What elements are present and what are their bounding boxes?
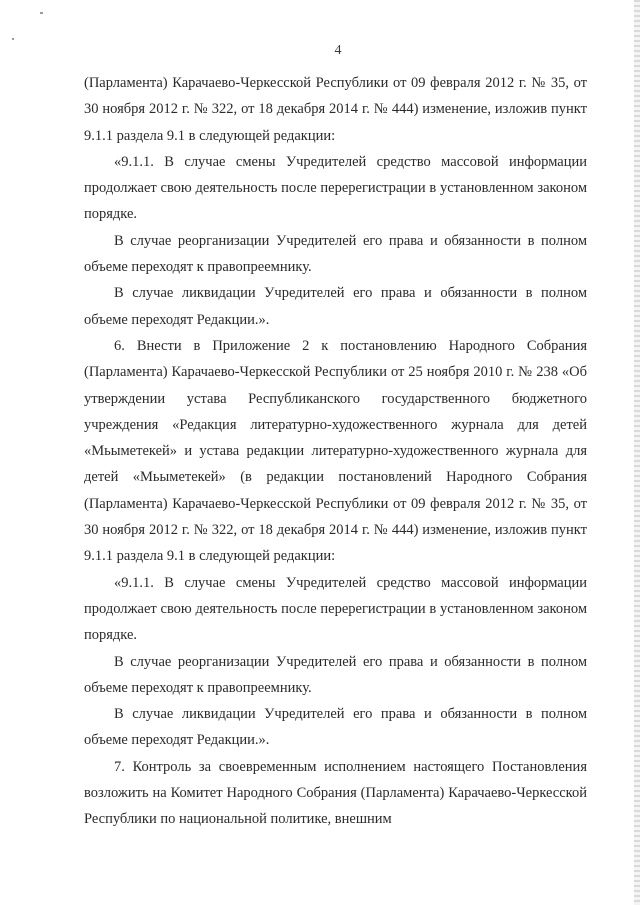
paragraph-quote-9-1-1-second: «9.1.1. В случае смены Учредителей средство массовой информации продолжает свою деятельность после перерегистрации в установленном законом порядке.: [84, 574, 587, 644]
scan-speck: [12, 38, 14, 40]
paragraph-liquidation: В случае ликвидации Учредителей его права и обязанности в полном объеме переходят Редакции.».: [84, 285, 587, 328]
scan-edge: [634, 0, 640, 905]
document-body: [84, 70, 587, 833]
paragraph-item-6: 6. Внести в Приложение 2 к постановлению Народного Собрания (Парламента) Карачаево-Черкесской Республики от 25 ноября 2010 г. № 238 «Об утверждении устава Республиканского государственного бюджетного учреждения «Редакция литературно-художественного журнала для детей «Мьыметекей» и устава редакции литературно-художественного журнала для детей «Мьыметекей» (в редакции постановлений Народного Собрания (Парламента) Карачаево-Черкесской Республики от 09 февраля 2012 г. № 35, от 30 ноября 2012 г. № 322, от 18 декабря 2014 г. № 444) изменение, изложив пункт 9.1.1 раздела 9.1 в следующей редакции:: [84, 337, 587, 565]
page-number: 4: [334, 43, 342, 58]
paragraph-item-7: 7. Контроль за своевременным исполнением настоящего Постановления возложить на Комитет Народного Собрания (Парламента) Карачаево-Черкесской Республики по национальной политике, внешним: [84, 758, 587, 828]
scan-speck: [40, 12, 43, 14]
paragraph-liquidation-second: В случае ликвидации Учредителей его права и обязанности в полном объеме переходят Редакции.».: [84, 706, 587, 749]
paragraph-reorganization-second: В случае реорганизации Учредителей его права и обязанности в полном объеме переходят к правопреемнику.: [84, 653, 587, 696]
paragraph-continuation: (Парламента) Карачаево-Черкесской Республики от 09 февраля 2012 г. № 35, от 30 ноября 2012 г. № 322, от 18 декабря 2014 г. № 444) изменение, изложив пункт 9.1.1 раздела 9.1 в следующей редакции:: [84, 75, 587, 144]
paragraph-reorganization: В случае реорганизации Учредителей его права и обязанности в полном объеме переходят к правопреемнику.: [84, 232, 587, 276]
paragraph-quote-9-1-1: «9.1.1. В случае смены Учредителей средство массовой информации продолжает свою деятельность после перерегистрации в установленном законом порядке.: [84, 153, 587, 223]
